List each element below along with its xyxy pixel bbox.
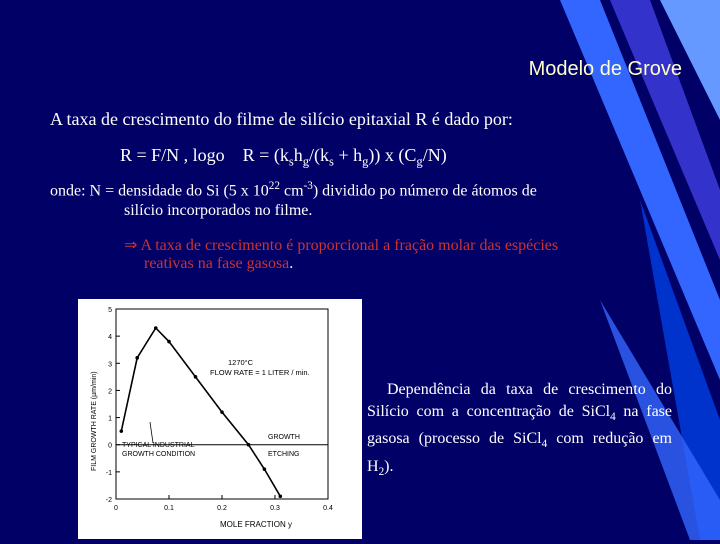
y-tick-label: 2	[108, 388, 112, 396]
formula-line	[120, 145, 447, 170]
formula-sub: g	[362, 154, 369, 169]
formula-part5: /N)	[422, 145, 447, 165]
data-point	[154, 326, 158, 330]
x-tick-label: 0.2	[217, 505, 227, 512]
conclusion-period: .	[289, 255, 294, 272]
formula-sub: s	[329, 154, 334, 169]
data-point	[263, 467, 267, 471]
caption-sub: 4	[541, 438, 548, 451]
x-tick-label: 0	[114, 505, 118, 512]
growth-rate-chart	[78, 299, 362, 539]
y-tick-label: -2	[105, 497, 112, 504]
annotation-temp: 1270°C	[228, 358, 254, 367]
onde-line-2: silício incorporados no filme.	[124, 202, 313, 219]
caption-sub: 2	[378, 466, 385, 479]
formula-sub: g	[416, 154, 423, 169]
formula-sub: g	[302, 154, 310, 169]
conclusion-line-1	[124, 235, 558, 255]
formula-h: h	[293, 145, 303, 165]
y-tick-label: 1	[108, 415, 112, 423]
caption-sub: 4	[610, 410, 616, 423]
y-tick-label: 5	[108, 307, 112, 314]
y-tick-label: -1	[105, 469, 112, 477]
x-tick-label: 0.3	[270, 505, 280, 512]
annotation-growth: GROWTH	[268, 434, 300, 441]
x-axis-label: MOLE FRACTION y	[220, 520, 293, 529]
formula-part3: /(k	[309, 145, 330, 165]
formula-plus: + h	[333, 145, 363, 165]
annotation-flow: FLOW RATE = 1 LITER / min.	[210, 368, 310, 377]
annotation-arrow	[150, 422, 153, 443]
data-point	[135, 356, 139, 360]
growth-curve	[121, 328, 280, 496]
caption-text-2: na fase gasosa (processo de SiCl	[367, 402, 673, 448]
onde-line-1	[50, 180, 537, 200]
annotation-etching: ETCHING	[268, 451, 300, 458]
y-tick-label: 3	[108, 361, 112, 369]
data-point	[167, 340, 171, 344]
intro-text: A taxa de crescimento do filme de silício epitaxial R é dado por:	[50, 109, 513, 129]
formula-part4: )) x (C	[368, 145, 417, 165]
y-axis-label: FILM GROWTH RATE (µm/min)	[91, 371, 98, 471]
x-tick-label: 0.1	[164, 505, 174, 512]
slide-title: Modelo de Grove	[528, 58, 682, 80]
y-tick-label: 4	[108, 334, 112, 342]
onde-exp: 22	[268, 180, 280, 192]
conclusion-line-2	[144, 255, 293, 273]
implies-icon: ⇒	[124, 237, 138, 254]
conclusion-text-1: A taxa de crescimento é proporcional a fração molar das espécies	[140, 237, 559, 254]
data-point	[220, 410, 224, 414]
caption-text-1: Dependência da taxa de crescimento do Silício com a concentração de SiCl	[367, 381, 672, 420]
formula-part1: R = F/N , logo	[120, 145, 225, 165]
formula-part2: R = (k	[242, 145, 289, 165]
caption-text-4: ).	[384, 457, 394, 475]
plot-frame	[116, 309, 328, 499]
formula-sub: s	[288, 154, 294, 169]
y-tick-label: 0	[108, 442, 112, 450]
annotation-typical-2: GROWTH CONDITION	[122, 451, 196, 458]
onde-exp2: -3	[303, 180, 313, 192]
onde-suffix: ) dividido po número de átomos de	[312, 182, 537, 200]
onde-cm: cm	[279, 182, 304, 200]
figure-caption	[367, 379, 672, 484]
x-tick-label: 0.4	[323, 505, 333, 512]
data-point	[120, 429, 124, 433]
data-point	[279, 494, 283, 498]
data-point	[247, 443, 251, 447]
caption-text-3: com redução em H	[367, 430, 672, 475]
chart-svg	[78, 299, 362, 539]
conclusion-text-2: reativas na fase gasosa	[144, 255, 290, 272]
onde-prefix: onde: N = densidade do Si (5 x 10	[50, 182, 269, 200]
data-point	[194, 375, 198, 379]
annotation-typical-1: TYPICAL INDUSTRIAL	[122, 442, 195, 449]
